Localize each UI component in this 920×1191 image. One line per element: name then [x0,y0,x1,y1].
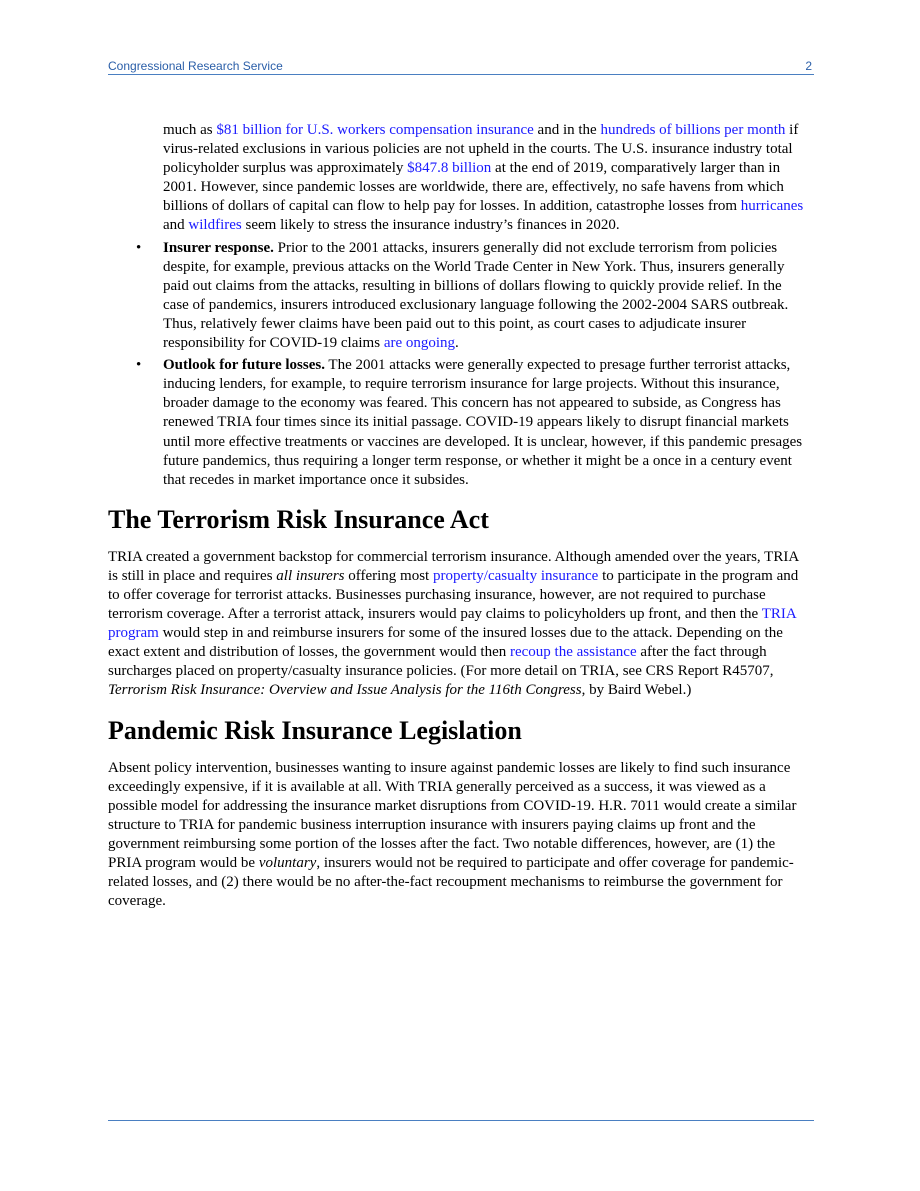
text-run: after the fact through surcharges placed on property/casualty insurance policies. (For more detail on TRIA, see CRS Report R45707, [108,644,774,680]
page-header [108,58,814,75]
text-run: much as [163,122,217,138]
list-item-outlook [108,356,808,490]
text-run: , insurers would not be required to participate and offer coverage for pandemic-related losses, and (2) there would be no after-the-fact recoupment mechanisms to reimburse the government for coverage. [108,855,794,910]
page-number: 2 [805,59,812,73]
text-run: at the end of 2019, comparatively larger than in 2001. However, since pandemic losses are worldwide, there are, effectively, no safe havens from which billions of dollars of capital can flow to help pay for losses. In addition, catastrophe losses from [163,160,784,215]
text-run: seem likely to stress the insurance industry’s finances in 2020. [241,217,620,234]
bullet-title: Outlook for future losses. [163,357,325,374]
footer-divider [108,1120,814,1121]
link-hurricanes[interactable]: hurricanes [740,198,804,215]
text-run: The 2001 attacks were generally expected to presage further terrorist attacks, inducing lenders, for example, to require terrorism insurance for large projects. Without this insurance, broader damage to the economy was feared. This concern has not appeared to subside, as Congress has renewed TRIA four times since its initial passage. COVID-19 appears likely to disrupt financial markets until more effective treatments or vaccines are developed. It is unclear, however, if this pandemic presages future pandemics, thus requiring a longer term response, or whether it might be a once in a century event that recedes in market importance once it subsides. [163,357,803,488]
section-heading-tria: The Terrorism Risk Insurance Act [108,504,489,534]
italic-run: all insurers [276,567,345,584]
bullet-icon: • [136,357,142,374]
text-run: to participate in the program and to offer coverage for terrorist attacks. Businesses purchasing insurance, however, are not required to purchase terrorism coverage. After a terrorist attack, insurers would pay claims to policyholders up front, and then the [108,567,799,623]
link-hundreds-of-billions[interactable]: hundreds of billions per month [600,122,786,138]
bullet-list [108,239,808,490]
link-workers-comp[interactable]: $81 billion for U.S. workers compensation insurance [216,122,534,138]
link-tria-program[interactable]: TRIA program [108,606,796,642]
list-item-insurer-response [108,239,808,354]
link-are-ongoing[interactable]: are ongoing [383,335,456,352]
text-run: TRIA created a government backstop for commercial terrorism insurance. Although amended over the years, TRIA is still in place and requires [108,548,799,584]
text-run: offering most [344,567,433,584]
link-recoup-assistance[interactable]: recoup the assistance [510,644,637,661]
text-run: would step in and reimburse insurers for some of the insured losses due to the attack. Depending on the exact extent and distribution of losses, the government would then [108,625,783,661]
header-publisher: Congressional Research Service [108,59,283,73]
continued-paragraph [163,121,808,236]
link-property-casualty[interactable]: property/casualty insurance [432,567,599,584]
text-run: and [163,217,189,234]
text-run: . [455,335,459,352]
report-title: Terrorism Risk Insurance: Overview and Issue Analysis for the 116th Congress [108,682,582,699]
bullet-title: Insurer response. [163,239,274,256]
bullet-icon: • [136,239,142,256]
pandemic-paragraph [108,759,808,912]
text-run: Prior to the 2001 attacks, insurers generally did not exclude terrorism from policies despite, for example, previous attacks on the World Trade Center in New York. Thus, insurers generally paid out claims from the attacks, resulting in billions of dollars flowing to quickly provide relief. In the case of pandemics, insurers introduced exclusionary language following the 2002-2004 SARS outbreak. Thus, relatively fewer claims have been paid out to this point, as court cases to adjudicate insurer responsibility for COVID-19 claims [163,239,789,352]
italic-run: voluntary [258,855,317,871]
tria-paragraph [108,548,808,701]
text-run: and in the [533,122,601,138]
link-wildfires[interactable]: wildfires [188,217,242,234]
section-heading-pandemic: Pandemic Risk Insurance Legislation [108,715,522,745]
text-run: if virus-related exclusions in various policies are not upheld in the courts. The U.S. insurance industry total policyholder surplus was approximately [163,122,799,177]
link-policyholder-surplus[interactable]: $847.8 billion [407,160,492,177]
text-run: , by Baird Webel.) [581,682,692,699]
text-run: Absent policy intervention, businesses wanting to insure against pandemic losses are likely to find such insurance exceedingly expensive, if it is available at all. With TRIA generally perceived as a success, it was viewed as a possible model for addressing the insurance market disruptions from COVID-19. H.R. 7011 would create a similar structure to TRIA for pandemic business interruption insurance with insurers paying claims up front and the government reimbursing some portion of the losses after the fact. Two notable differences, however, are (1) the PRIA program would be [108,759,797,871]
document-body [108,121,808,911]
